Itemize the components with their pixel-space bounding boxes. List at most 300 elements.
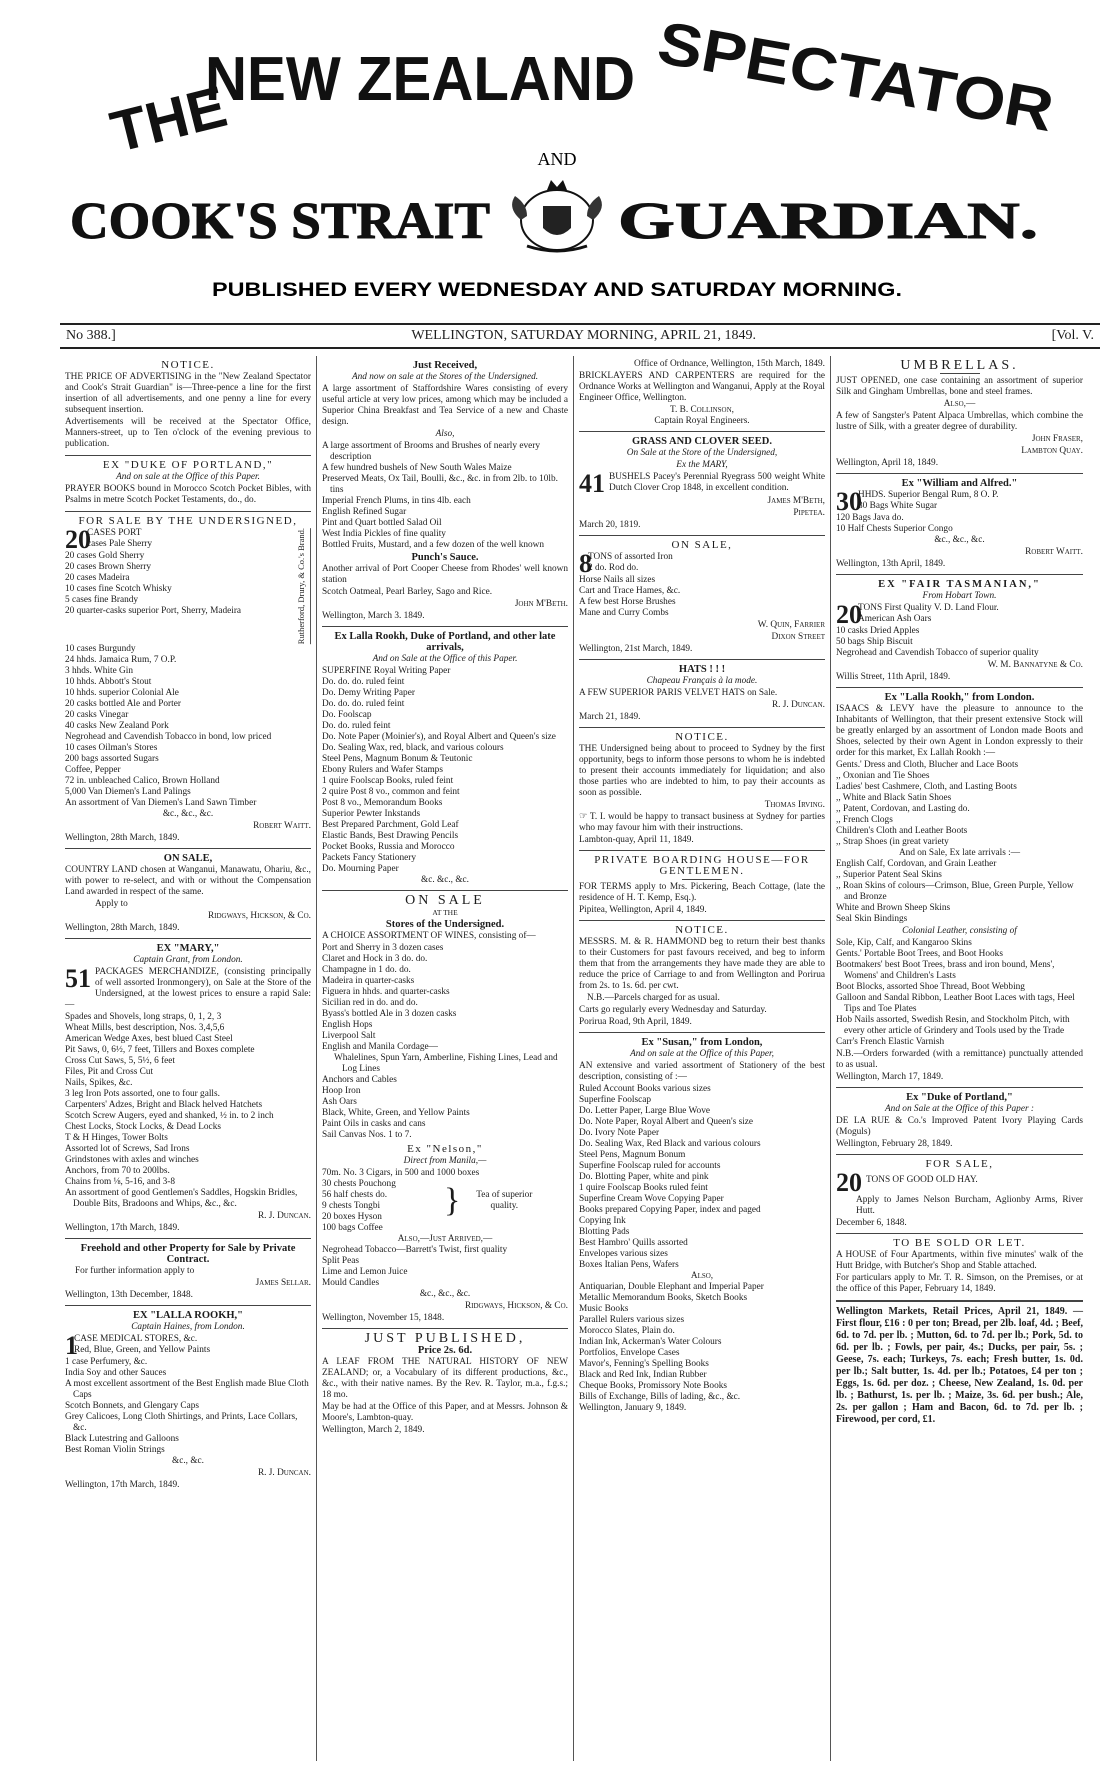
list-item: &c., &c., &c. — [419, 1289, 471, 1299]
ad-freehold-property — [65, 1239, 311, 1306]
ad-isaacs-levy — [836, 688, 1083, 1088]
ad-title: Ex "Duke of Portland," — [906, 1092, 1013, 1103]
list-item: Do. do. do. ruled feint — [322, 699, 405, 709]
ad-boarding-house — [579, 851, 825, 921]
list-item: Bottled Fruits, Mustard, and a few dozen of the well known — [322, 540, 545, 550]
list-item: A most excellent assortment of the Best English made Blue Cloth Caps — [65, 1379, 309, 1401]
ad-date: Willis Street, 11th April, 1849. — [836, 672, 951, 682]
ad-date: Wellington, November 15, 1848. — [322, 1313, 445, 1323]
ad-signature: John M'Beth. — [514, 599, 568, 609]
ad-title: Ex Lalla Rookh, Duke of Portland, and other late arrivals, — [334, 631, 556, 653]
ad-also: Also,—Just Arrived,— — [397, 1234, 493, 1244]
ad-date: Wellington, 17th March, 1849. — [65, 1480, 180, 1491]
ad-body: THE PRICE OF ADVERTISING in the "New Zealand Spectator and Cook's Strait Guardian" is—Three-pence a line for the first insertion of all advertisements, and one penny a line for every subsequent insertion. — [65, 372, 311, 415]
ad-note: N.B.—Parcels charged for as usual. — [587, 993, 720, 1003]
ad-title: Ex "Nelson," — [407, 1143, 483, 1155]
ad-iron-on-sale — [579, 536, 825, 660]
list-item: Hob Nails assorted, Swedish Resin, and Stockholm Pitch, with every other article of Grindery and Tools used by the Trade — [836, 1015, 1070, 1036]
ad-body: ISAACS & LEVY have the pleasure to announce to the Inhabitants of Wellington, that their present extensive Stock will be greatly enlarged by an assortment of London made Boots and Shoes, selected by their own Agent in London expressly to their order for this market, Ex Lallah Rookh :— — [836, 704, 1083, 758]
ad-place: Pipetea. — [793, 508, 825, 518]
list-item: T & H Hinges, Tower Bolts — [65, 1133, 168, 1144]
quantity-figure: 41 — [579, 469, 605, 498]
ad-signature: R. J. Duncan. — [771, 700, 825, 710]
brace-icon: } — [444, 1182, 461, 1219]
ad-stationery-late-arrivals — [322, 627, 568, 891]
list-item: 1 quire Foolscap Books, ruled feint — [322, 776, 454, 786]
ad-subtitle: Stores of the Undersigned. — [385, 919, 505, 930]
list-item: Grey Calicoes, Long Cloth Shirtings, and Prints, Lace Collars, &c. — [65, 1412, 298, 1434]
list-item: Do. do. ruled feint — [322, 721, 391, 731]
ad-title: Ex "William and Alfred." — [901, 478, 1018, 489]
ad-body: For further information apply to — [75, 1266, 195, 1277]
ad-signature: T. B. Collinson, — [669, 405, 734, 415]
list-item: Spades and Shovels, long straps, 0, 1, 2, 3 — [65, 1012, 222, 1023]
ad-date: Wellington, 17th March, 1849. — [65, 1223, 180, 1234]
ad-hammond-notice — [579, 921, 825, 1033]
ad-subtitle: From Hobart Town. — [922, 591, 997, 601]
list-item: HHDS. Superior Bengal Rum, 8 O. P. — [858, 490, 999, 500]
list-item: A few hundred bushels of New South Wales Maize — [322, 463, 512, 473]
publication-frequency: PUBLISHED EVERY WEDNESDAY AND SATURDAY MORNING. — [212, 280, 902, 301]
list-item: An assortment of good Gentlemen's Saddles, Hogskin Bridles, Double Bits, Bradoons and Whips, &c., &c. — [65, 1188, 298, 1210]
list-item: Anchors and Cables — [322, 1075, 397, 1085]
ad-signature: Dixon Street — [771, 632, 825, 642]
ad-date: Porirua Road, 9th April, 1849. — [579, 1017, 692, 1027]
ad-title: EX "LALLA ROOKH," — [133, 1310, 243, 1322]
list-item: &c., &c., &c. — [934, 535, 985, 545]
list-item: 5 cases fine Brandy — [65, 595, 139, 605]
list-item: Carr's French Elastic Varnish — [836, 1037, 945, 1047]
list-item: Copying Ink — [579, 1216, 626, 1226]
ad-title: ON SALE, — [163, 853, 213, 865]
list-item: Champagne in 1 do. do. — [322, 965, 411, 975]
ad-title: HATS ! ! ! — [678, 664, 726, 675]
ad-subtitle: Direct from Manila,— — [403, 1156, 487, 1166]
ad-fair-tasmanian — [836, 575, 1083, 688]
ad-body: TONS OF GOOD OLD HAY. — [866, 1175, 978, 1185]
title-the: THE — [104, 73, 233, 166]
ad-subtitle: On Sale at the Store of the Undersigned, — [626, 448, 778, 458]
list-item: 100 bags Coffee — [322, 1223, 383, 1233]
ad-subtitle: And now on sale at the Stores of the Undersigned. — [351, 372, 539, 382]
list-item: Galloon and Sandal Ribbon, Leather Boot Laces with tags, Heel Tips and Toe Plates — [836, 993, 1075, 1014]
list-item: Superfine Cream Wove Copying Paper — [579, 1194, 724, 1204]
column-1 — [60, 356, 317, 1761]
list-item: Books prepared Copying Paper, index and paged — [579, 1205, 761, 1215]
issue-date: WELLINGTON, SATURDAY MORNING, APRIL 21, 1849. — [411, 328, 757, 343]
list-item: Wheat Mills, best description, Nos. 3,4,5,6 — [65, 1023, 225, 1034]
ad-ex-susan — [579, 1033, 825, 1418]
quantity-figure: 8 — [579, 549, 592, 578]
ad-wines-on-sale — [322, 891, 568, 1329]
list-item: Cheque Books, Promissory Note Books — [579, 1381, 727, 1391]
list-item: Bootmakers' best Boot Trees, brass and iron bound, Mens', Womens' and Children's Lasts — [836, 960, 1055, 981]
list-item: Byass's bottled Ale in 3 dozen casks — [322, 1009, 457, 1019]
list-item: ,, Strap Shoes (in great variety — [836, 837, 949, 847]
list-item: Colonial Leather, consisting of — [902, 926, 1017, 936]
ad-title: EX "DUKE OF PORTLAND," — [102, 459, 274, 471]
list-item: 10 hhds. Abbott's Stout — [65, 677, 152, 688]
list-item: Mavor's, Fenning's Spelling Books — [579, 1359, 709, 1369]
list-item: 3 hhds. White Gin — [65, 666, 134, 677]
ad-country-land — [65, 849, 311, 939]
list-item: English Calf, Cordovan, and Grain Leather — [836, 859, 997, 869]
list-item: 20 boxes Hyson — [322, 1212, 382, 1222]
list-item: English Hops — [322, 1020, 373, 1030]
issue-number: No 388.] — [66, 328, 116, 343]
ad-subtitle: And on sale at the Office of this Paper. — [116, 472, 260, 482]
list-item: Parallel Rulers various sizes — [579, 1315, 685, 1325]
ad-also: Also, — [435, 429, 455, 439]
ad-body: FOR TERMS apply to Mrs. Pickering, Beach Cottage, (late the residence of H. T. Kemp, Esq.). — [579, 882, 825, 903]
column-2 — [317, 356, 574, 1761]
list-item: Cart and Trace Hames, &c. — [579, 586, 681, 596]
list-item: Chains from ⅛, 5-16, and 3-8 — [65, 1177, 175, 1188]
list-item: Negrohead and Cavendish Tobacco of superior quality — [836, 648, 1039, 658]
ad-body: A CHOICE ASSORTMENT OF WINES, consisting of— — [322, 931, 536, 941]
ad-date: Pipitea, Wellington, April 4, 1849. — [579, 905, 707, 915]
market-prices: Wellington Markets, Retail Prices, April 21, 1849. — First flour, £16 : 0 per ton; Bread, per 2lb. loaf, 4d. ; Beef, 6d. to 7d. per lb. ; Mutton, 6d. to 7d. per lb.; Pork, 5d. to 6d. per lb. ; Fowls, per pair, 4s.; Ducks, per pair, 5s. ; Geese, 7s. each; Turkeys, 7s. each; Fresh butter, 1s. 0d. per lb.; Salt butter, 1s. 4d. per lb.; Potatoes, £4 per ton ; Eggs, 1s. 6d. per doz. ; Cheese, New Zealand, 1s. 0d. per lb. ; Bathurst, 1s. per lb. ; Maize, 3s. 6d. per bush.; Ale, 2s. per gallon ; Ham and Bacon, 6d. to 7d. per lb. ; Firewood, per cord, £1. — [836, 1306, 1083, 1425]
ad-date: Wellington, March 17, 1849. — [836, 1072, 944, 1082]
masthead — [0, 0, 1114, 330]
list-item: Do. Foolscap — [322, 710, 372, 720]
ad-date: Wellington, 28th March, 1849. — [65, 923, 180, 934]
list-item: Boxes Italian Pens, Wafers — [579, 1260, 679, 1270]
list-item: 10 casks Dried Apples — [836, 626, 920, 636]
title-new-zealand: NEW ZEALAND — [205, 45, 635, 114]
title-spectator: SPECTATOR — [652, 8, 1020, 138]
ad-duke-of-portland — [65, 456, 311, 512]
ad-also: Also, — [690, 1271, 714, 1281]
list-item: Do. Sealing Wax, red, black, and various colours — [322, 743, 504, 753]
ad-body: Advertisements will be received at the Spectator Office, Manners-street, up to Ten o'clock of the evening previous to publication. — [65, 417, 311, 449]
list-item: Do. do. do. ruled feint — [322, 677, 405, 687]
list-item: 20 casks Vinegar — [65, 710, 129, 721]
list-item: ,, White and Black Satin Shoes — [836, 793, 952, 803]
ad-body: For particulars apply to Mr. T. R. Simson, on the Premises, or at the office of this Paper, February 14, 1849. — [836, 1273, 1083, 1294]
list-item: 10 cases fine Scotch Whisky — [65, 584, 172, 594]
list-item: Imperial French Plums, in tins 4lb. each — [322, 496, 471, 506]
list-item: 80 Bags White Sugar — [858, 501, 938, 511]
ad-irving-notice — [579, 728, 825, 851]
ad-hats — [579, 660, 825, 728]
list-item: Music Books — [579, 1304, 629, 1314]
ad-signature: Captain Royal Engineers. — [654, 416, 750, 426]
ad-signature: John Fraser, — [1031, 434, 1083, 444]
list-item: ,, Oxonian and Tie Shoes — [836, 771, 930, 781]
ad-body: A FEW SUPERIOR PARIS VELVET HATS on Sale. — [579, 688, 778, 698]
list-item: Sicilian red in do. and do. — [322, 998, 418, 1008]
list-item: CASES PORT — [87, 528, 142, 538]
list-item: Children's Cloth and Leather Boots — [836, 826, 968, 836]
quantity-figure: 20 — [65, 525, 91, 554]
list-item: A large assortment of Brooms and Brushes of nearly every description — [322, 441, 540, 462]
list-item: cases Pale Sherry — [87, 539, 153, 549]
list-item: Do. Note Paper (Moinier's), and Royal Albert and Queen's size — [322, 732, 556, 742]
list-item: 50 bags Ship Biscuit — [836, 637, 913, 647]
ad-also: And on Sale, Ex late arrivals :— — [898, 848, 1021, 858]
ad-to-be-sold-or-let — [836, 1234, 1083, 1301]
ad-ex-mary — [65, 939, 311, 1239]
ad-date: Wellington, 28th March, 1849. — [65, 833, 180, 844]
list-item: Do. Blotting Paper, white and pink — [579, 1172, 709, 1182]
list-item: Scotch Screw Augers, eyed and shanked, ½ in. to 2 inch — [65, 1111, 274, 1122]
ad-title: PRIVATE BOARDING HOUSE—FOR GENTLEMEN. — [594, 854, 810, 877]
ad-date: March 21, 1849. — [579, 712, 641, 722]
list-item: 200 bags assorted Sugars — [65, 754, 159, 765]
list-item: A few best Horse Brushes — [579, 597, 676, 607]
list-item: ,, Roan Skins of colours—Crimson, Blue, Green Purple, Yellow and Bronze — [836, 881, 1074, 902]
ad-body: BRICKLAYERS AND CARPENTERS are required for the Ordnance Works at Wellington and Wanganui, Apply at the Royal Engineer Office, Wellington. — [579, 371, 825, 403]
ad-for-sale-undersigned — [65, 512, 311, 849]
ad-title: EX "FAIR TASMANIAN," — [878, 579, 1041, 590]
list-item: Morocco Slates, Plain do. — [579, 1326, 675, 1336]
list-item: Paint Oils in casks and cans — [322, 1119, 426, 1129]
ad-subtitle: And on Sale at the Office of this Paper. — [372, 654, 518, 664]
ad-office: Office of Ordnance, Wellington, 15th March, 1849. — [634, 359, 825, 369]
list-item: Assorted lot of Screws, Sad Irons — [65, 1144, 190, 1155]
brand-side-label: Rutherford, Drury, & Co.'s Brand. — [296, 528, 311, 644]
ad-grass-clover-seed — [579, 432, 825, 536]
ad-title: Just Received, — [412, 360, 478, 371]
ad-date: Wellington, January 9, 1849. — [579, 1403, 687, 1413]
list-item: Superior Pewter Inkstands — [322, 809, 421, 819]
list-item: ,, Patent, Cordovan, and Lasting do. — [836, 804, 970, 814]
quantity-figure: 1 — [65, 1331, 78, 1361]
list-item: Lime and Lemon Juice — [322, 1267, 408, 1277]
ad-ordnance — [579, 356, 825, 432]
ad-signature: R. J. Duncan. — [257, 1468, 311, 1479]
ad-subtitle: Chapeau Français à la mode. — [646, 676, 758, 686]
ad-body: PRAYER BOOKS bound in Morocco Scotch Pocket Bibles, with Psalms in metre Scotch Pocket Testaments, do., do. — [65, 484, 311, 505]
list-item: Ladies' best Cashmere, Cloth, and Lasting Boots — [836, 782, 1017, 792]
list-item: 30 chests Pouchong — [322, 1179, 396, 1189]
list-item: English Refined Sugar — [322, 507, 407, 517]
list-item: 20 cases Brown Sherry — [65, 562, 151, 572]
list-item: Packets Fancy Stationery — [322, 853, 416, 863]
list-item: 70m. No. 3 Cigars, in 500 and 1000 boxes — [322, 1168, 480, 1178]
list-item: 72 in. unbleached Calico, Brown Holland — [65, 776, 220, 787]
list-item: Do. Sealing Wax, Red Black and various colours — [579, 1139, 761, 1149]
list-item: 24 hhds. Jamaica Rum, 7 O.P. — [65, 655, 177, 666]
list-item: 10 cases Burgundy — [65, 644, 136, 655]
list-item: Superfine Foolscap — [579, 1095, 652, 1105]
ad-date: March 20, 1819. — [579, 520, 641, 530]
column-3 — [574, 356, 831, 1761]
list-item: Grindstones with axles and winches — [65, 1155, 199, 1166]
ad-body: Another arrival of Port Cooper Cheese from Rhodes' well known station — [322, 564, 568, 585]
list-item: Do. Demy Writing Paper — [322, 688, 415, 698]
list-item: Pint and Quart bottled Salad Oil — [322, 518, 442, 528]
ad-body: MESSRS. M. & R. HAMMOND beg to return their best thanks to their Customers for past favours received, and beg to inform them that from the arrangements they have made they are able to reduce the price of Carriage to and from Wellington and Porirua from 2s. to 1s. 6d. per cwt. — [579, 937, 825, 991]
ad-body: A LEAF FROM THE NATURAL HISTORY OF NEW ZEALAND; or, a Vocabulary of its different productions, &c., &c., with their native names. By the Rev. R. Taylor, m.a., f.g.s.; 18 mo. — [322, 1357, 568, 1400]
list-item: 1 case Perfumery, &c. — [65, 1357, 148, 1368]
list-item: Steel Pens, Magnum Bonum — [579, 1150, 686, 1160]
list-item: Metallic Memorandum Books, Sketch Books — [579, 1293, 748, 1303]
ad-title: ON SALE — [405, 893, 485, 908]
list-item: Madeira in quarter-casks — [322, 976, 415, 986]
list-item: 20 casks bottled Ale and Porter — [65, 699, 181, 710]
ad-body: Scotch Oatmeal, Pearl Barley, Sago and Rice. — [322, 587, 493, 597]
ad-at: AT THE — [432, 908, 458, 917]
list-item: White and Brown Sheep Skins — [836, 903, 951, 913]
ad-apply: Apply to James Nelson Burcham, Aglionby Arms, River Hutt. — [856, 1195, 1083, 1216]
list-item: CASE MEDICAL STORES, &c. — [74, 1334, 198, 1345]
list-item: 56 half chests do. — [322, 1190, 388, 1200]
ad-signature: Robert Waitt. — [1025, 547, 1083, 557]
ad-signature: Ridgways, Hickson, & Co. — [464, 1301, 568, 1311]
ad-body: DE LA RUE & Co.'s Improved Patent Ivory Playing Cards (Moguls) — [836, 1116, 1083, 1137]
ad-playing-cards — [836, 1088, 1083, 1155]
column-4 — [831, 356, 1088, 1761]
ad-title: Ex "Lalla Rookh," from London. — [884, 692, 1035, 703]
list-item: Gents.' Dress and Cloth, Blucher and Lace Boots — [836, 760, 1019, 770]
ad-just-received — [322, 356, 568, 627]
list-item: American Ash Oars — [858, 614, 932, 624]
ad-umbrellas — [836, 356, 1083, 474]
list-item: Antiquarian, Double Elephant and Imperial Paper — [579, 1282, 764, 1292]
ad-title: NOTICE. — [161, 359, 215, 371]
title-cooks-strait: COOK'S STRAIT — [70, 193, 490, 250]
ad-signature: W. Quin, Farrier — [757, 620, 825, 630]
list-item: Ruled Account Books various sizes — [579, 1084, 711, 1094]
list-item: SUPERFINE Royal Writing Paper — [322, 666, 451, 676]
list-item: Mould Candles — [322, 1278, 380, 1288]
list-item: Claret and Hock in 3 do. do. — [322, 954, 428, 964]
quantity-figure: 30 — [836, 487, 862, 516]
ad-title: Ex "Susan," from London, — [641, 1037, 763, 1048]
list-item: An assortment of Van Diemen's Land Sawn Timber — [65, 798, 257, 809]
royal-crest-icon — [512, 180, 602, 251]
title-guardian: GUARDIAN. — [618, 193, 1038, 250]
list-item: Seal Skin Bindings — [836, 914, 908, 924]
ad-body: COUNTRY LAND chosen at Wanganui, Manawatu, Ohariu, &c., with power to re-select, and with or without the Compensation Land awarded in respect of the same. — [65, 865, 311, 898]
ad-body: T. I. would be happy to transact business at Sydney for parties who may favour him with their instructions. — [579, 812, 825, 833]
list-item: Best Roman Violin Strings — [65, 1445, 165, 1456]
list-item: India Soy and other Sauces — [65, 1368, 167, 1379]
ad-date: Wellington, 13th December, 1848. — [65, 1290, 193, 1301]
list-item: Scotch Bonnets, and Glengary Caps — [65, 1401, 200, 1412]
list-item: ,, Superior Patent Seal Skins — [836, 870, 942, 880]
list-item: 5,000 Van Diemen's Land Palings — [65, 787, 191, 798]
ad-title: NOTICE. — [675, 924, 729, 936]
list-item: Split Peas — [322, 1256, 359, 1266]
quantity-figure: 51 — [65, 964, 91, 994]
ad-title: Freehold and other Property for Sale by Private Contract. — [80, 1243, 296, 1266]
ad-date: Wellington, March 2, 1849. — [322, 1425, 425, 1435]
ad-signature: James Sellar. — [255, 1278, 311, 1289]
ad-title: EX "MARY," — [156, 943, 220, 955]
ad-title: ON SALE, — [671, 539, 733, 551]
list-item: Sail Canvas Nos. 1 to 7. — [322, 1130, 412, 1140]
tea-note: Tea of superior quality. — [476, 1190, 533, 1211]
list-item: Steel Pens, Magnum Bonum & Teutonic — [322, 754, 473, 764]
ad-body: AN extensive and varied assortment of Stationery of the best description, consisting of :— — [579, 1061, 825, 1082]
ad-date: Lambton-quay, April 11, 1849. — [579, 835, 694, 845]
ad-title: NOTICE. — [675, 731, 729, 743]
list-item: Post 8 vo., Memorandum Books — [322, 798, 443, 808]
ad-date: Wellington, March 3. 1849. — [322, 611, 425, 621]
ad-title: GRASS AND CLOVER SEED. — [631, 436, 773, 447]
list-item: West India Pickles of fine quality — [322, 529, 446, 539]
list-item: 10 cases Oilman's Stores — [65, 743, 158, 754]
list-item: Best Hambro' Quills assorted — [579, 1238, 688, 1248]
quantity-figure: 20 — [836, 1168, 862, 1197]
wellington-markets — [836, 1301, 1083, 1431]
ad-body: A large assortment of Staffordshire Wares consisting of every useful article at very low prices, among which may be included a Superior China Breakfast and Tea Service of a new and Chaste design. — [322, 384, 568, 427]
list-item: Negrohead and Cavendish Tobacco in bond, low priced — [65, 732, 272, 743]
ad-body: A few of Sangster's Patent Alpaca Umbrellas, which combine the lustre of Silk, with a greater degree of durability. — [836, 411, 1083, 432]
ad-body: THE Undersigned being about to proceed to Sydney by the first opportunity, begs to inform those persons to whom he is indebted to present their accounts immediately for liquidation; and also those parties who are indebted to him, to pay their accounts as soon as possible. — [579, 744, 825, 798]
list-item: Gents.' Portable Boot Trees, and Boot Hooks — [836, 949, 1003, 959]
list-item: Mane and Curry Combs — [579, 608, 669, 618]
list-item: Pocket Books, Russia and Morocco — [322, 842, 455, 852]
ad-subtitle: And on sale at the Office of this Paper, — [630, 1049, 774, 1059]
ad-just-published — [322, 1329, 568, 1440]
ad-body: A HOUSE of Four Apartments, within five minutes' walk of the Hutt Bridge, with Butcher's Shop and Stable attached. — [836, 1250, 1083, 1271]
list-item: &c. &c., &c. — [420, 875, 470, 885]
list-item: Superfine Foolscap ruled for accounts — [579, 1161, 721, 1171]
list-item: 2 do. Rod do. — [588, 563, 639, 573]
list-item: Nails, Spikes, &c. — [65, 1078, 133, 1089]
list-item: Indian Ink, Ackerman's Water Colours — [579, 1337, 722, 1347]
list-item: &c., &c. — [171, 1456, 204, 1467]
list-item: Do. Letter Paper, Large Blue Wove — [579, 1106, 710, 1116]
list-item: Preserved Meats, Ox Tail, Boulli, &c., &c. in from 2lb. to 10lb. tins — [322, 474, 558, 495]
list-item: Ebony Rulers and Wafer Stamps — [322, 765, 443, 775]
list-item: Hoop Iron — [322, 1086, 361, 1096]
list-item: Portfolios, Envelope Cases — [579, 1348, 680, 1358]
ad-note: N.B.—Orders forwarded (with a remittance) punctually attended to as usual. — [836, 1049, 1083, 1070]
list-item: Ash Oars — [322, 1097, 357, 1107]
ad-hay-for-sale — [836, 1155, 1083, 1234]
list-item: 2 quire Post 8 vo., common and feint — [322, 787, 460, 797]
list-item: Blotting Pads — [579, 1227, 630, 1237]
list-item: Port and Sherry in 3 dozen cases — [322, 943, 444, 953]
list-item: Black, White, Green, and Yellow Paints — [322, 1108, 470, 1118]
columns — [60, 356, 1100, 1761]
ad-body: PACKAGES MERCHANDIZE, (consisting principally of well assorted Ironmongery), on Sale at the Store of the Undersigned, at the lowest prices to ensure a rapid Sale:— — [65, 967, 311, 1011]
list-item: Best Prepared Parchment, Gold Leaf — [322, 820, 459, 830]
list-item: 10 hhds. superior Colonial Ale — [65, 688, 179, 699]
quantity-figure: 20 — [836, 600, 862, 629]
ad-body: May be had at the Office of this Paper, and at Messrs. Johnson & Moore's, Lambton-quay. — [322, 1402, 568, 1423]
ad-signature: R. J. Duncan. — [257, 1211, 311, 1222]
list-item: Negrohead Tobacco—Barrett's Twist, first quality — [322, 1245, 508, 1255]
ad-subtitle: And on Sale at the Office of this Paper : — [885, 1104, 1034, 1114]
ad-title: TO BE SOLD OR LET. — [893, 1237, 1026, 1249]
list-item: ,, French Clogs — [836, 815, 893, 825]
list-item: Whalelines, Spun Yarn, Amberline, Fishing Lines, Lead and Log Lines — [334, 1053, 558, 1074]
ad-also: Also,— — [943, 399, 976, 409]
list-item: Chest Locks, Stock Locks, & Dead Locks — [65, 1122, 221, 1133]
ad-signature: James M'Beth, — [767, 496, 825, 506]
list-item: Do. Ivory Note Paper — [579, 1128, 660, 1138]
list-item: Anchors, from 70 to 200lbs. — [65, 1166, 170, 1177]
pointing-hand-icon: ☞ — [579, 812, 590, 822]
ad-title: FOR SALE, — [925, 1158, 994, 1170]
ad-signature: Robert Waitt. — [253, 821, 311, 832]
list-item: Pit Saws, 0, 6½, 7 feet, Tillers and Boxes complete — [65, 1045, 255, 1056]
ad-signature: Thomas Irving. — [764, 800, 825, 810]
list-item: TONS of assorted Iron — [588, 552, 673, 562]
ad-body: Carts go regularly every Wednesday and Saturday. — [579, 1005, 767, 1015]
list-item: American Wedge Axes, best blued Cast Steel — [65, 1034, 233, 1045]
ad-body: BUSHELS Pacey's Perennial Ryegrass 500 weight White Dutch Clover Crop 1848, in excellent condition. — [609, 472, 825, 493]
ad-date: December 6, 1848. — [836, 1218, 907, 1228]
ad-title: UMBRELLAS. — [900, 358, 1019, 373]
list-item: 20 quarter-casks superior Port, Sherry, Madeira — [65, 606, 242, 616]
